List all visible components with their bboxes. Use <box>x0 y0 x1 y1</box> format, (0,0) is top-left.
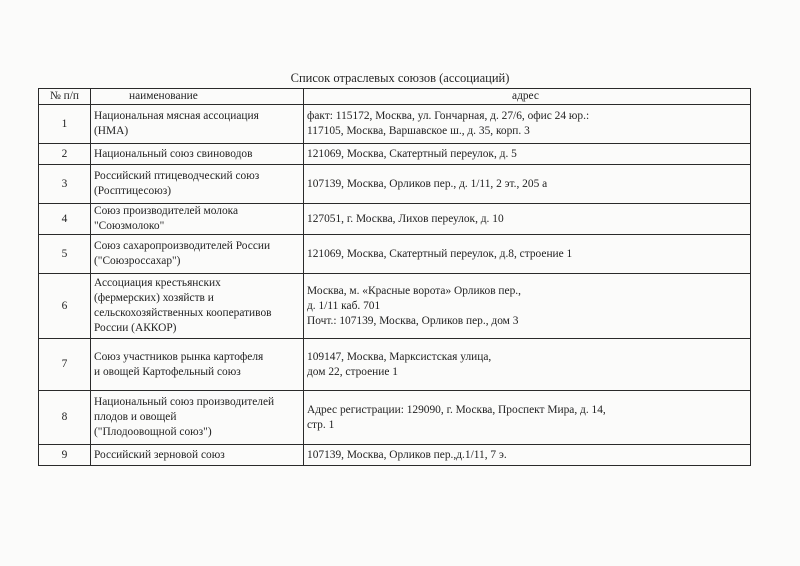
row-number: 3 <box>39 165 91 204</box>
union-address <box>304 204 751 235</box>
union-name-line: Союз производителей молока <box>94 205 239 217</box>
union-name-line: Национальный союз производителей <box>94 396 275 408</box>
union-name-line: и овощей Картофельный союз <box>94 365 241 378</box>
union-name <box>91 339 304 391</box>
table-row <box>39 445 751 466</box>
row-number: 2 <box>39 144 91 165</box>
union-address-line: 121069, Москва, Скатертный переулок, д.8, строение 1 <box>307 247 573 260</box>
union-name-line: Союз участников рынка картофеля <box>94 350 264 363</box>
row-number: 5 <box>39 235 91 274</box>
union-address-line: Почт.: 107139, Москва, Орликов пер., дом 3 <box>307 314 519 327</box>
union-name <box>91 235 304 274</box>
table-row <box>39 339 751 391</box>
union-address-line: 107139, Москва, Орликов пер., д. 1/11, 2 эт., 205 а <box>307 177 548 190</box>
union-address <box>304 339 751 391</box>
union-name-line: (НМА) <box>94 125 129 137</box>
row-number: 1 <box>39 105 91 144</box>
union-address-line: 109147, Москва, Марксистская улица, <box>307 350 492 363</box>
union-name-line: сельскохозяйственных кооперативов <box>94 307 272 319</box>
union-address-line: 127051, г. Москва, Лихов переулок, д. 10 <box>307 212 504 225</box>
row-number: 8 <box>39 391 91 445</box>
table-row <box>39 391 751 445</box>
union-address-line: факт: 115172, Москва, ул. Гончарная, д. 27/6, офис 24 юр.: <box>307 110 590 122</box>
union-name-line: России (АККОР) <box>94 322 177 334</box>
union-name-line: "Союзмолоко" <box>94 220 165 232</box>
table-row <box>39 204 751 235</box>
header-address: адрес <box>304 89 751 105</box>
table-row <box>39 105 751 144</box>
union-address <box>304 391 751 445</box>
union-name-line: (фермерских) хозяйств и <box>94 292 214 304</box>
union-address-line: 121069, Москва, Скатертный переулок, д. 5 <box>307 147 517 160</box>
table-row <box>39 144 751 165</box>
union-name <box>91 144 304 165</box>
union-address-line: Адрес регистрации: 129090, г. Москва, Проспект Мира, д. 14, <box>307 403 606 416</box>
union-name-line: Российский птицеводческий союз <box>94 170 260 182</box>
union-name-line: ("Плодоовощной союз") <box>94 426 212 438</box>
union-address <box>304 144 751 165</box>
union-name <box>91 105 304 144</box>
union-address-line: 107139, Москва, Орликов пер.,д.1/11, 7 э. <box>307 448 507 461</box>
union-name-line: плодов и овощей <box>94 411 177 423</box>
union-name-line: (Росптицесоюз) <box>94 185 172 197</box>
union-name <box>91 445 304 466</box>
union-name-line: ("Союзроссахар") <box>94 255 181 267</box>
table-row <box>39 274 751 339</box>
union-name <box>91 165 304 204</box>
union-address-line: д. 1/11 каб. 701 <box>307 299 381 312</box>
row-number: 6 <box>39 274 91 339</box>
union-name <box>91 391 304 445</box>
union-address-line: стр. 1 <box>307 418 335 431</box>
row-number: 4 <box>39 204 91 235</box>
union-address-line: Москва, м. «Красные ворота» Орликов пер., <box>307 284 521 297</box>
union-address-line: 117105, Москва, Варшавское ш., д. 35, корп. 3 <box>307 125 530 137</box>
union-address <box>304 235 751 274</box>
union-name-line: Союз сахаропроизводителей России <box>94 240 271 252</box>
union-name-line: Российский зерновой союз <box>94 448 225 461</box>
union-name <box>91 274 304 339</box>
union-name-line: Национальная мясная ассоциация <box>94 110 259 122</box>
unions-table <box>38 88 751 466</box>
union-address <box>304 445 751 466</box>
union-address <box>304 165 751 204</box>
union-name-line: Национальный союз свиноводов <box>94 147 253 160</box>
document-title: Список отраслевых союзов (ассоциаций) <box>290 71 510 85</box>
union-address-line: дом 22, строение 1 <box>307 365 398 378</box>
table-row <box>39 165 751 204</box>
table-row <box>39 235 751 274</box>
row-number: 7 <box>39 339 91 391</box>
union-name-line: Ассоциация крестьянских <box>94 277 221 289</box>
row-number: 9 <box>39 445 91 466</box>
union-address <box>304 105 751 144</box>
header-name: наименование <box>91 89 304 105</box>
header-num: № п/п <box>39 89 91 105</box>
table-header-row <box>39 89 751 105</box>
union-name <box>91 204 304 235</box>
union-address <box>304 274 751 339</box>
